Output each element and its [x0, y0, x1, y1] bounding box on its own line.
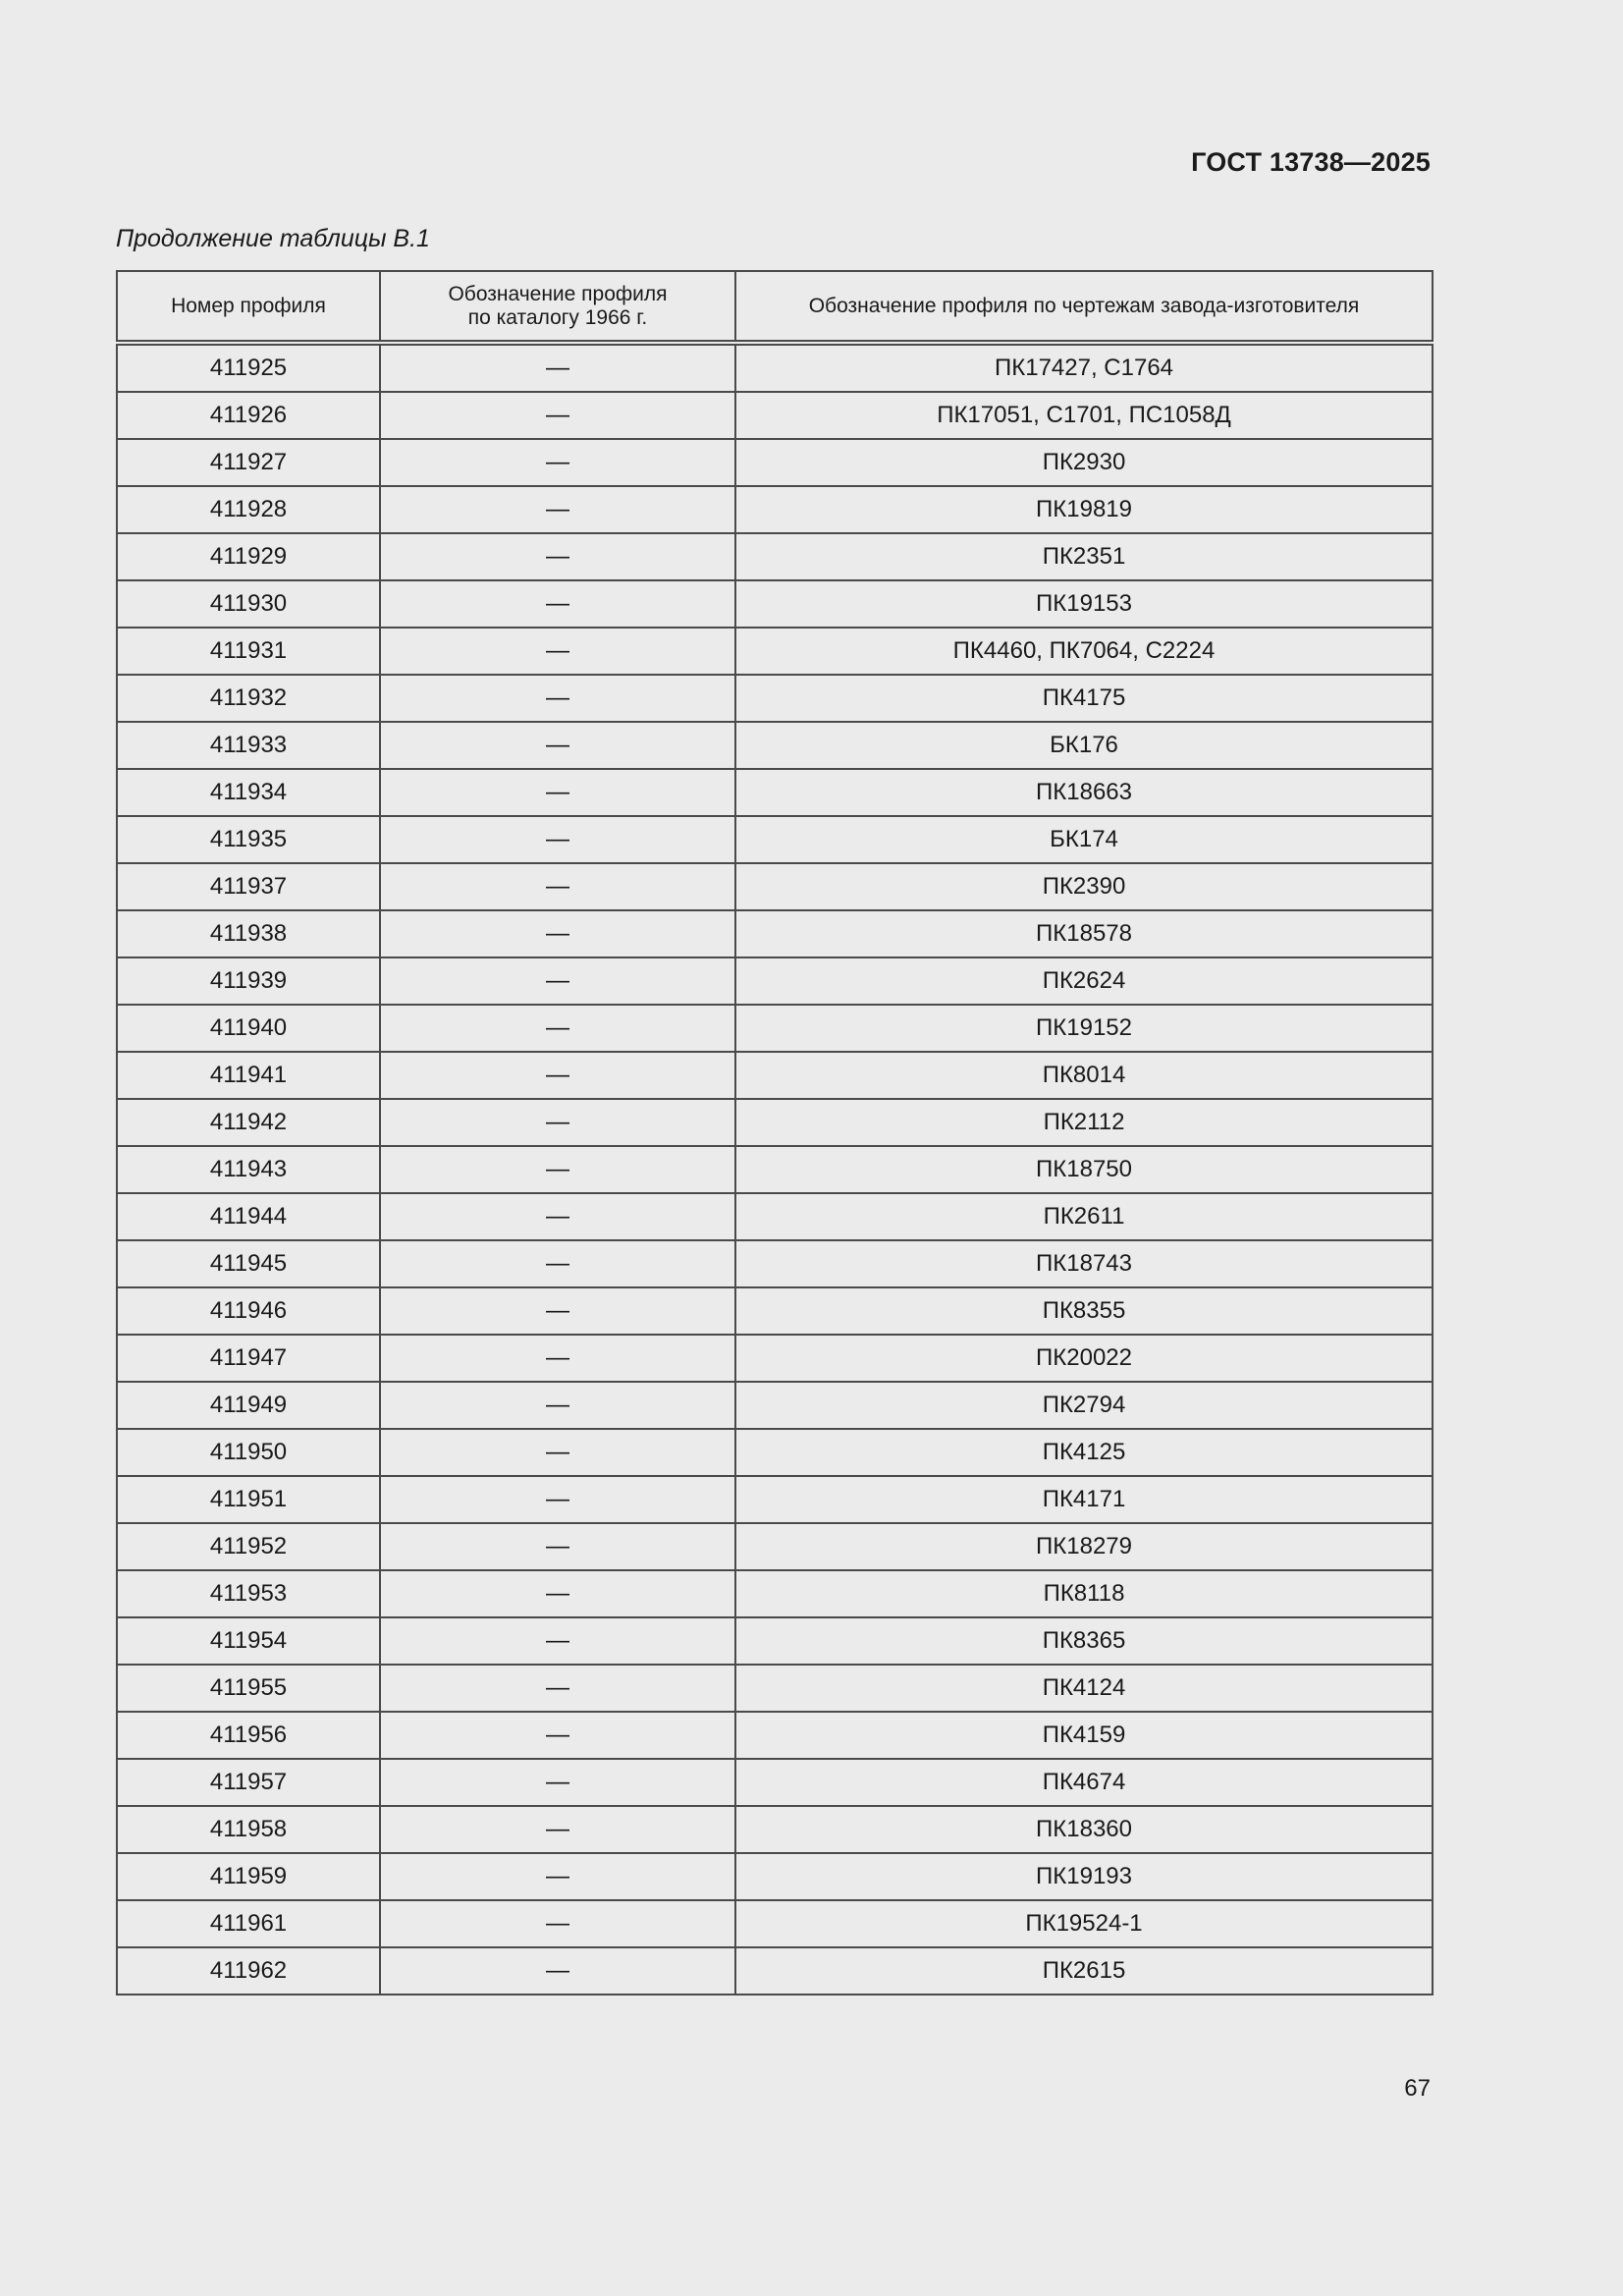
cell-catalog-1966: —: [380, 580, 735, 628]
cell-profile-number: 411951: [117, 1476, 380, 1523]
table-row: [117, 675, 1433, 722]
cell-factory-designation: ПК4124: [735, 1665, 1433, 1712]
cell-profile-number: 411938: [117, 910, 380, 957]
cell-catalog-1966: —: [380, 722, 735, 769]
cell-factory-designation: ПК19819: [735, 486, 1433, 533]
cell-factory-designation: ПК4674: [735, 1759, 1433, 1806]
cell-factory-designation: ПК2615: [735, 1947, 1433, 1995]
table-row: [117, 580, 1433, 628]
cell-catalog-1966: —: [380, 1665, 735, 1712]
cell-factory-designation: ПК2930: [735, 439, 1433, 486]
cell-profile-number: 411939: [117, 957, 380, 1005]
table-row: [117, 1665, 1433, 1712]
cell-profile-number: 411925: [117, 343, 380, 392]
page-number: 67: [1404, 2075, 1431, 2102]
cell-profile-number: 411940: [117, 1005, 380, 1052]
cell-factory-designation: ПК18279: [735, 1523, 1433, 1570]
table-row: [117, 1570, 1433, 1617]
table-row: [117, 1052, 1433, 1099]
table-row: [117, 769, 1433, 816]
cell-factory-designation: ПК8365: [735, 1617, 1433, 1665]
cell-catalog-1966: —: [380, 1570, 735, 1617]
cell-profile-number: 411928: [117, 486, 380, 533]
cell-profile-number: 411935: [117, 816, 380, 863]
column-header-profile-number: [117, 271, 380, 343]
cell-catalog-1966: —: [380, 1146, 735, 1193]
column-header-line: Номер профиля: [171, 294, 326, 317]
cell-profile-number: 411927: [117, 439, 380, 486]
table-row: [117, 1853, 1433, 1900]
cell-catalog-1966: —: [380, 1382, 735, 1429]
column-header-factory-designation: [735, 271, 1433, 343]
cell-profile-number: 411949: [117, 1382, 380, 1429]
cell-catalog-1966: —: [380, 863, 735, 910]
cell-catalog-1966: —: [380, 1853, 735, 1900]
table-row: [117, 343, 1433, 392]
cell-catalog-1966: —: [380, 343, 735, 392]
table-row: [117, 1476, 1433, 1523]
table-caption: Продолжение таблицы В.1: [116, 225, 430, 252]
table-row: [117, 1617, 1433, 1665]
cell-profile-number: 411956: [117, 1712, 380, 1759]
cell-catalog-1966: —: [380, 1052, 735, 1099]
cell-profile-number: 411946: [117, 1287, 380, 1335]
cell-profile-number: 411931: [117, 628, 380, 675]
table-row: [117, 1523, 1433, 1570]
cell-profile-number: 411955: [117, 1665, 380, 1712]
cell-factory-designation: ПК2794: [735, 1382, 1433, 1429]
cell-profile-number: 411933: [117, 722, 380, 769]
cell-factory-designation: ПК2390: [735, 863, 1433, 910]
cell-profile-number: 411947: [117, 1335, 380, 1382]
cell-catalog-1966: —: [380, 533, 735, 580]
cell-catalog-1966: —: [380, 439, 735, 486]
table-body: [117, 343, 1433, 1995]
cell-profile-number: 411929: [117, 533, 380, 580]
cell-factory-designation: ПК8355: [735, 1287, 1433, 1335]
table-row: [117, 722, 1433, 769]
cell-catalog-1966: —: [380, 957, 735, 1005]
cell-catalog-1966: —: [380, 1287, 735, 1335]
table-row: [117, 1240, 1433, 1287]
cell-profile-number: 411932: [117, 675, 380, 722]
table-row: [117, 439, 1433, 486]
cell-catalog-1966: —: [380, 1335, 735, 1382]
cell-catalog-1966: —: [380, 1005, 735, 1052]
cell-catalog-1966: —: [380, 910, 735, 957]
cell-factory-designation: ПК8014: [735, 1052, 1433, 1099]
column-header-line: Обозначение профиля по чертежам завода-изготовителя: [808, 294, 1360, 317]
cell-factory-designation: ПК17051, С1701, ПС1058Д: [735, 392, 1433, 439]
cell-catalog-1966: —: [380, 1759, 735, 1806]
cell-factory-designation: ПК18743: [735, 1240, 1433, 1287]
cell-factory-designation: БК176: [735, 722, 1433, 769]
cell-catalog-1966: —: [380, 486, 735, 533]
cell-factory-designation: ПК2351: [735, 533, 1433, 580]
cell-profile-number: 411934: [117, 769, 380, 816]
cell-catalog-1966: —: [380, 1193, 735, 1240]
table-row: [117, 910, 1433, 957]
table-row: [117, 1900, 1433, 1947]
column-header-line: Обозначение профиля: [448, 282, 668, 305]
cell-profile-number: 411958: [117, 1806, 380, 1853]
table-row: [117, 1193, 1433, 1240]
cell-profile-number: 411952: [117, 1523, 380, 1570]
profiles-table: [116, 270, 1434, 1995]
cell-factory-designation: ПК4159: [735, 1712, 1433, 1759]
cell-factory-designation: ПК19152: [735, 1005, 1433, 1052]
header-row: [117, 271, 1433, 343]
cell-factory-designation: ПК4460, ПК7064, С2224: [735, 628, 1433, 675]
cell-factory-designation: ПК19153: [735, 580, 1433, 628]
table-row: [117, 1287, 1433, 1335]
table-header: [117, 271, 1433, 343]
cell-profile-number: 411942: [117, 1099, 380, 1146]
cell-profile-number: 411962: [117, 1947, 380, 1995]
cell-factory-designation: ПК19524-1: [735, 1900, 1433, 1947]
cell-catalog-1966: —: [380, 1476, 735, 1523]
table-row: [117, 1335, 1433, 1382]
table-row: [117, 1429, 1433, 1476]
document-code: ГОСТ 13738—2025: [1191, 147, 1431, 177]
cell-profile-number: 411943: [117, 1146, 380, 1193]
table-row: [117, 1712, 1433, 1759]
cell-factory-designation: ПК8118: [735, 1570, 1433, 1617]
cell-catalog-1966: —: [380, 1240, 735, 1287]
cell-factory-designation: ПК17427, С1764: [735, 343, 1433, 392]
cell-catalog-1966: —: [380, 392, 735, 439]
cell-factory-designation: ПК4125: [735, 1429, 1433, 1476]
table-row: [117, 486, 1433, 533]
cell-factory-designation: ПК18578: [735, 910, 1433, 957]
cell-catalog-1966: —: [380, 1617, 735, 1665]
cell-factory-designation: ПК2624: [735, 957, 1433, 1005]
table-row: [117, 628, 1433, 675]
cell-catalog-1966: —: [380, 1099, 735, 1146]
cell-profile-number: 411954: [117, 1617, 380, 1665]
cell-factory-designation: ПК2112: [735, 1099, 1433, 1146]
cell-catalog-1966: —: [380, 1900, 735, 1947]
table-row: [117, 1005, 1433, 1052]
cell-profile-number: 411945: [117, 1240, 380, 1287]
cell-profile-number: 411930: [117, 580, 380, 628]
table-row: [117, 863, 1433, 910]
cell-factory-designation: ПК19193: [735, 1853, 1433, 1900]
cell-factory-designation: ПК18750: [735, 1146, 1433, 1193]
table-row: [117, 533, 1433, 580]
cell-catalog-1966: —: [380, 675, 735, 722]
cell-factory-designation: ПК4171: [735, 1476, 1433, 1523]
cell-factory-designation: ПК4175: [735, 675, 1433, 722]
cell-catalog-1966: —: [380, 628, 735, 675]
cell-catalog-1966: —: [380, 1712, 735, 1759]
cell-profile-number: 411957: [117, 1759, 380, 1806]
cell-profile-number: 411950: [117, 1429, 380, 1476]
table-row: [117, 816, 1433, 863]
column-header-catalog-1966: [380, 271, 735, 343]
table-row: [117, 1382, 1433, 1429]
table-row: [117, 1947, 1433, 1995]
table-row: [117, 957, 1433, 1005]
cell-profile-number: 411953: [117, 1570, 380, 1617]
column-header-line: по каталогу 1966 г.: [467, 305, 648, 329]
cell-factory-designation: ПК18663: [735, 769, 1433, 816]
table-row: [117, 1759, 1433, 1806]
table-row: [117, 392, 1433, 439]
cell-profile-number: 411926: [117, 392, 380, 439]
table-row: [117, 1806, 1433, 1853]
table-row: [117, 1146, 1433, 1193]
cell-catalog-1966: —: [380, 1806, 735, 1853]
table-row: [117, 1099, 1433, 1146]
cell-profile-number: 411941: [117, 1052, 380, 1099]
cell-factory-designation: ПК18360: [735, 1806, 1433, 1853]
cell-profile-number: 411961: [117, 1900, 380, 1947]
cell-factory-designation: ПК2611: [735, 1193, 1433, 1240]
cell-catalog-1966: —: [380, 769, 735, 816]
cell-profile-number: 411937: [117, 863, 380, 910]
cell-factory-designation: ПК20022: [735, 1335, 1433, 1382]
cell-catalog-1966: —: [380, 1523, 735, 1570]
cell-profile-number: 411944: [117, 1193, 380, 1240]
cell-catalog-1966: —: [380, 816, 735, 863]
cell-catalog-1966: —: [380, 1429, 735, 1476]
cell-factory-designation: БК174: [735, 816, 1433, 863]
cell-profile-number: 411959: [117, 1853, 380, 1900]
cell-catalog-1966: —: [380, 1947, 735, 1995]
